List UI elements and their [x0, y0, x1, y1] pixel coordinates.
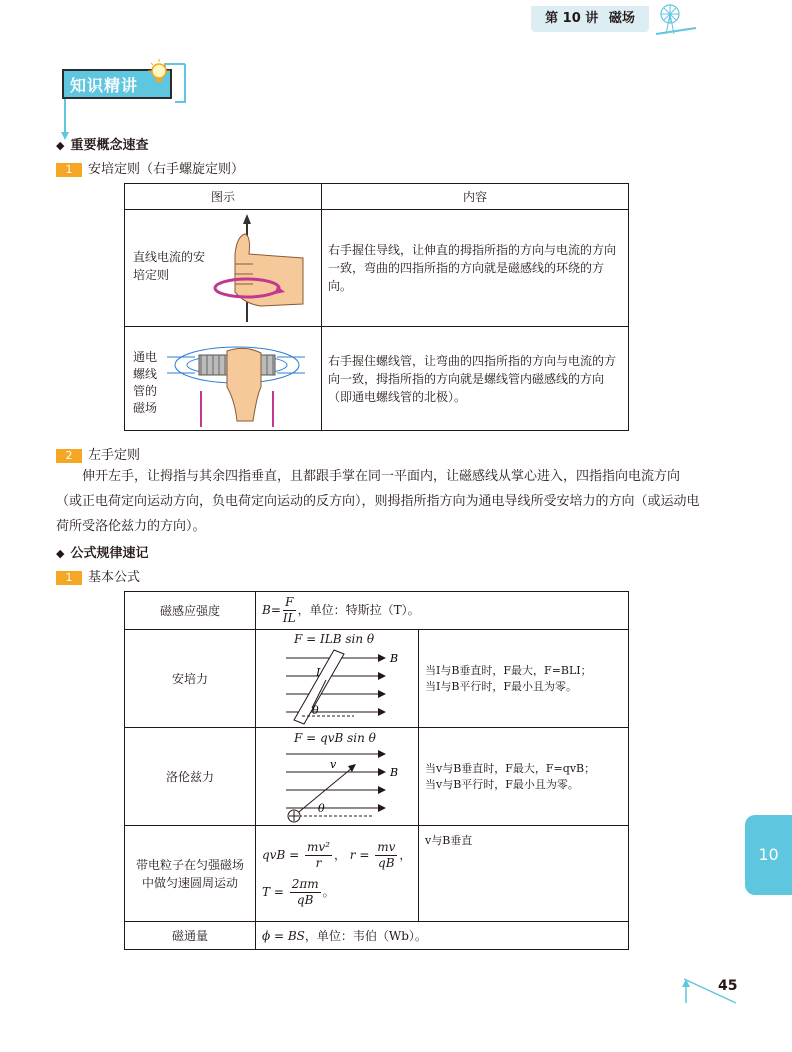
circular-motion-formulas: qvB = $\frac{\text{mv²}}{r}$ ， r = $\frac{mv}{qB}$ ， T = $\frac{2\pi m}{qB}$ 。 [256, 826, 419, 922]
section-heading-2: ◆ 公式规律速记 [56, 546, 149, 561]
table-row: 磁通量 ϕ = BS，单位：韦伯（Wb）。 [125, 922, 629, 950]
row-text: 右手握住导线，让伸直的拇指所指的方向与电流的方向一致，弯曲的四指所指的方向就是磁感线的环绕的方向。 [322, 210, 629, 327]
subsection-basic-formulas: 1 基本公式 [56, 566, 140, 585]
subsection-left-hand-rule: 2 左手定则 [56, 444, 140, 463]
col-figure: 图示 [125, 184, 322, 210]
chapter-topic: 磁场 [608, 11, 635, 26]
windmill-icon [652, 2, 700, 38]
label-B: B [390, 652, 399, 665]
label-v: v [330, 758, 337, 771]
note-line: 当v与B平行时，F最小且为零。 [425, 777, 579, 791]
number-tag: 1 [56, 163, 82, 177]
label-theta: θ [318, 802, 325, 815]
formula: F = ILB sin θ [294, 632, 375, 646]
row-label: 通电螺线管的磁场 [133, 350, 158, 415]
table-row: 磁感应强度 B= $\frac{F}{IL}$ ，单位：特斯拉（T）。 [125, 592, 629, 630]
chapter-number: 第 10 讲 [545, 11, 599, 26]
table-row [125, 327, 629, 431]
formula: F = qvB sin θ [294, 731, 376, 745]
formula-b: B [262, 603, 271, 617]
number-tag: 2 [56, 449, 82, 463]
ampere-rule-table [124, 183, 629, 431]
table-row [125, 630, 629, 728]
chapter-side-tab: 10 [745, 815, 792, 895]
note-line: 当v与B垂直时，F最大，F=qvB； [425, 761, 596, 775]
solenoid-hand-illustration [165, 331, 307, 429]
diamond-icon: ◆ [56, 547, 65, 560]
row-label: 直线电流的安培定则 [133, 250, 206, 282]
ampere-force-diagram [282, 648, 412, 726]
label-I: I [316, 666, 321, 679]
left-hand-rule-text: 伸开左手，让拇指与其余四指垂直，且都跟手掌在同一平面内，让磁感线从掌心进入，四指指向电流方向（或正电荷定向运动方向，负电荷定向运动的反方向），则拇指所指方向为通电导线所受安培力的方向（或运动电荷所受洛伦兹力的方向）。 [56, 469, 700, 534]
note-line: 当I与B平行时，F最小且为零。 [425, 679, 578, 693]
table-row [125, 728, 629, 826]
row-text: 右手握住螺线管，让弯曲的四指所指的方向与电流的方向一致，拇指所指的方向就是螺线管内磁感线的方向（即通电螺线管的北极）。 [322, 327, 629, 431]
fraction-F-over-IL: $\frac{F}{IL}$ [282, 595, 296, 625]
formula-flux: ϕ = BS [262, 929, 305, 943]
subsection-ampere-rule: 1 安培定则（右手螺旋定则） [56, 158, 244, 177]
row-name: 洛伦兹力 [125, 728, 256, 826]
diamond-icon: ◆ [56, 139, 65, 152]
row-name: 安培力 [125, 630, 256, 728]
badge-title: 知识精讲 [62, 69, 172, 99]
section-heading-1: ◆ 重要概念速查 [56, 138, 149, 153]
right-hand-wire-illustration [205, 214, 309, 324]
row-name: 磁感应强度 [125, 592, 256, 630]
number-tag: 1 [56, 571, 82, 585]
row-name: 带电粒子在匀强磁场中做匀速圆周运动 [125, 826, 256, 922]
label-theta: θ [312, 704, 319, 717]
formula-table [124, 591, 629, 950]
label-B: B [390, 766, 399, 779]
lightbulb-icon [146, 58, 172, 88]
note-line: 当I与B垂直时，F最大，F=BLI； [425, 663, 592, 677]
lorentz-force-diagram [282, 746, 412, 824]
row-name: 磁通量 [125, 922, 256, 950]
col-content: 内容 [322, 184, 629, 210]
chapter-header [531, 6, 649, 32]
table-row [125, 826, 629, 922]
note-line: v与B垂直 [419, 826, 629, 922]
table-row [125, 210, 629, 327]
page-number: 45 [718, 978, 738, 994]
